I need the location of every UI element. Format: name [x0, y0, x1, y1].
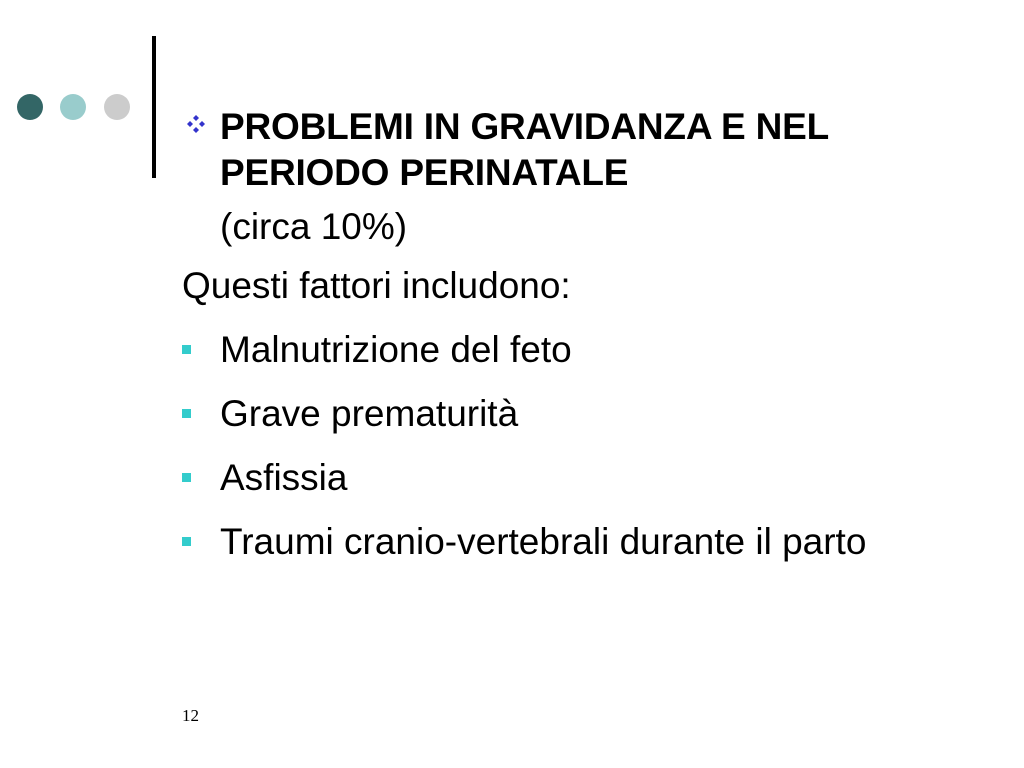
page-number: 12 — [182, 706, 199, 725]
slide-heading: PROBLEMI IN GRAVIDANZA E NEL PERIODO PERINATALE — [220, 106, 829, 193]
list-item — [182, 455, 912, 501]
list-item — [182, 519, 912, 565]
square-bullet-icon — [182, 473, 191, 482]
list-item — [182, 327, 912, 373]
slide-heading-sub: (circa 10%) — [220, 206, 408, 247]
decor-vertical-rule — [152, 36, 156, 178]
four-diamond-bullet-icon — [186, 114, 206, 134]
list-item-text: Asfissia — [220, 457, 348, 498]
square-bullet-icon — [182, 409, 191, 418]
decor-dot-mid — [60, 94, 86, 120]
square-bullet-icon — [182, 537, 191, 546]
heading-block — [182, 104, 912, 250]
list-item — [182, 391, 912, 437]
decor-dot-light — [104, 94, 130, 120]
list-item-text: Traumi cranio-vertebrali durante il parto — [220, 521, 867, 562]
intro-text: Questi fattori includono: — [182, 265, 571, 306]
factor-list — [182, 327, 912, 565]
list-item-text: Malnutrizione del feto — [220, 329, 572, 370]
square-bullet-icon — [182, 345, 191, 354]
decor-dot-dark — [17, 94, 43, 120]
slide-body — [182, 104, 912, 583]
list-item-text: Grave prematurità — [220, 393, 519, 434]
